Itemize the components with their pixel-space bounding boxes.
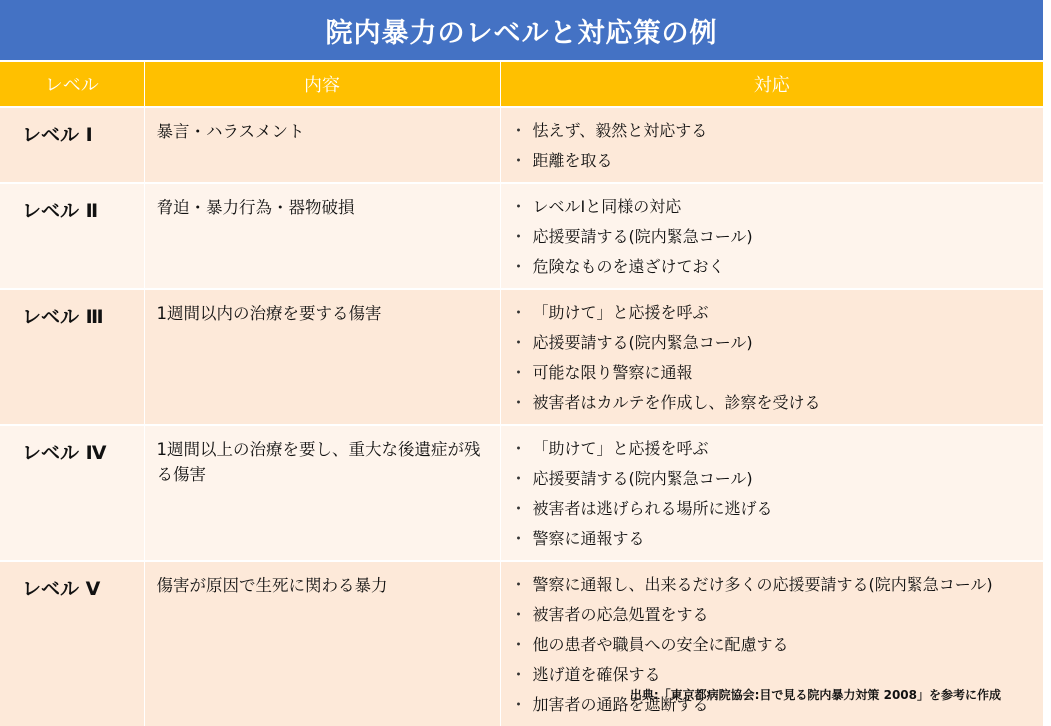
list-item: ・ 被害者はカルテを作成し、診察を受ける <box>511 388 1044 418</box>
header-level: レベル <box>0 62 144 107</box>
content-text: 傷害が原因で生死に関わる暴力 <box>156 576 388 595</box>
list-item: ・ 危険なものを遠ざけておく <box>511 252 1044 282</box>
level-label: レベル Ⅴ <box>22 578 101 600</box>
table-row <box>0 425 1043 561</box>
response-list <box>501 108 1044 182</box>
table-row <box>0 289 1043 425</box>
list-item: ・ 警察に通報する <box>511 524 1044 554</box>
response-list <box>501 290 1044 424</box>
level-label: レベル Ⅲ <box>22 306 104 328</box>
list-item: ・ 応援要請する(院内緊急コール) <box>511 328 1044 358</box>
list-item: ・ 応援要請する(院内緊急コール) <box>511 222 1044 252</box>
table-row <box>0 107 1043 183</box>
list-item: ・ 「助けて」と応援を呼ぶ <box>511 298 1044 328</box>
response-list <box>501 426 1044 560</box>
list-item: ・ 距離を取る <box>511 146 1044 176</box>
content-text: 暴言・ハラスメント <box>156 122 305 141</box>
page-title: 院内暴力のレベルと対応策の例 <box>0 0 1043 60</box>
level-label: レベル Ⅱ <box>22 200 99 222</box>
table-row <box>0 183 1043 289</box>
list-item: ・ 逃げ道を確保する <box>511 660 1044 690</box>
violence-level-table <box>0 62 1043 726</box>
list-item: ・ 応援要請する(院内緊急コール) <box>511 464 1044 494</box>
list-item: ・ レベルⅠと同様の対応 <box>511 192 1044 222</box>
level-label: レベル Ⅰ <box>22 124 93 146</box>
header-content: 内容 <box>144 62 500 107</box>
content-text: 1週間以上の治療を要し、重大な後遺症が残る傷害 <box>156 440 481 484</box>
list-item: ・ 警察に通報し、出来るだけ多くの応援要請する(院内緊急コール) <box>511 570 1044 600</box>
list-item: ・ 可能な限り警察に通報 <box>511 358 1044 388</box>
header-response: 対応 <box>500 62 1043 107</box>
list-item: ・ 被害者の応急処置をする <box>511 600 1044 630</box>
list-item: ・ 加害者の通路を遮断する <box>511 690 1044 720</box>
list-item: ・ 怯えず、毅然と対応する <box>511 116 1044 146</box>
list-item: ・ 「助けて」と応援を呼ぶ <box>511 434 1044 464</box>
list-item: ・ 他の患者や職員への安全に配慮する <box>511 630 1044 660</box>
level-label: レベル Ⅳ <box>22 442 107 464</box>
source-citation: 出典:「東京都病院協会:目で見る院内暴力対策 2008」を参考に作成 <box>629 688 1001 702</box>
list-item: ・ 被害者は逃げられる場所に逃げる <box>511 494 1044 524</box>
table-header-row <box>0 62 1043 107</box>
response-list <box>501 184 1044 288</box>
content-text: 脅迫・暴力行為・器物破損 <box>156 198 355 217</box>
content-text: 1週間以内の治療を要する傷害 <box>156 304 382 323</box>
